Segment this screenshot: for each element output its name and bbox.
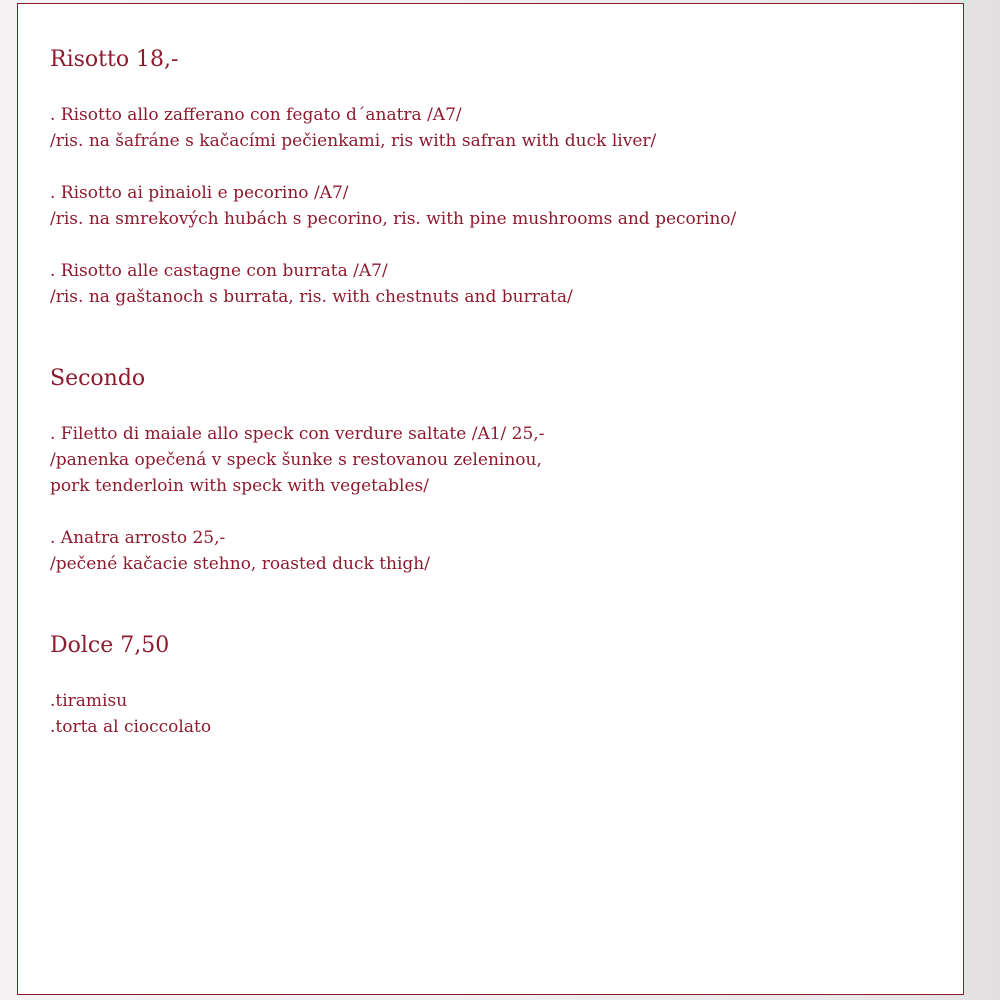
secondo-item-2-description: /pečené kačacie stehno, roasted duck thigh/ bbox=[50, 554, 430, 574]
secondo-section-title: Secondo bbox=[50, 366, 146, 391]
dolce-item-tiramisu: .tiramisu bbox=[50, 691, 128, 711]
risotto-item-3-name: . Risotto alle castagne con burrata /A7/ bbox=[50, 261, 388, 281]
risotto-item-2-description: /ris. na smrekových hubách s pecorino, ris. with pine mushrooms and pecorino/ bbox=[50, 209, 737, 229]
risotto-item-2-name: . Risotto ai pinaioli e pecorino /A7/ bbox=[50, 183, 349, 203]
risotto-item-1-name: . Risotto allo zafferano con fegato d´anatra /A7/ bbox=[50, 105, 462, 125]
menu-page bbox=[17, 3, 964, 995]
secondo-item-2-name: . Anatra arrosto 25,- bbox=[50, 528, 226, 548]
risotto-item-3-description: /ris. na gaštanoch s burrata, ris. with chestnuts and burrata/ bbox=[50, 287, 573, 307]
risotto-section-title: Risotto 18,- bbox=[50, 47, 179, 72]
secondo-item-1-description-line-2: pork tenderloin with speck with vegetables/ bbox=[50, 476, 429, 496]
secondo-item-1-name: . Filetto di maiale allo speck con verdure saltate /A1/ 25,- bbox=[50, 424, 545, 444]
dolce-item-torta: .torta al cioccolato bbox=[50, 717, 212, 737]
dolce-section-title: Dolce 7,50 bbox=[50, 633, 170, 658]
secondo-item-1-description-line-1: /panenka opečená v speck šunke s restovanou zeleninou, bbox=[50, 450, 542, 470]
risotto-item-1-description: /ris. na šafráne s kačacími pečienkami, ris with safran with duck liver/ bbox=[50, 131, 657, 151]
